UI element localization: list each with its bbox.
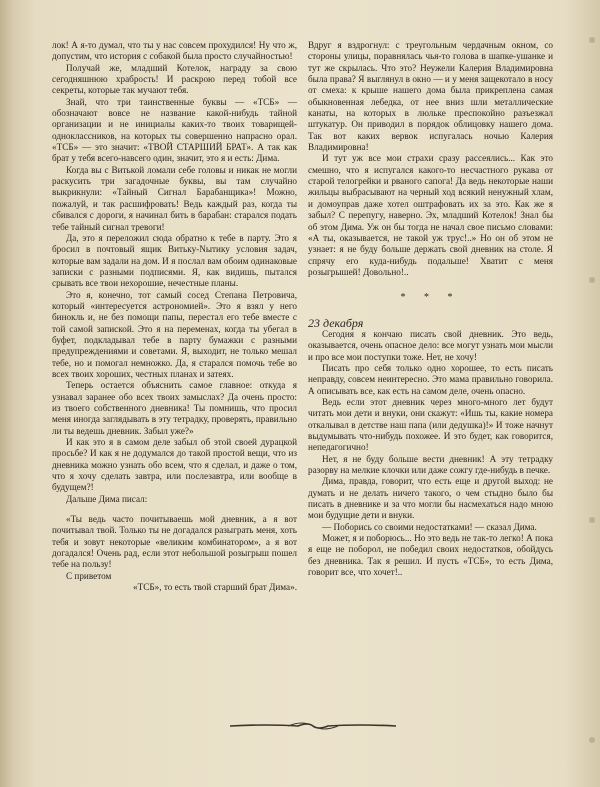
paragraph: С приветом <box>66 570 112 581</box>
paragraph: Дальше Дима писал: <box>66 493 148 504</box>
paragraph: Получай же, младший Котелок, награду за свою сегодняшнюю храбрость! И раскрою перед тобой все секреты, которые так мучают тебя. <box>52 62 297 96</box>
paragraph: Да, это я переложил сюда обратно к тебе в парту. Это я бросил в почтовый ящик Витьку-Nытику условия задач, которые вам задали на дом. И я послал вам обоим одинаковые записки с разными подписями. Я, как видишь, пытался срывать все твои нехорошие, нечестные планы. <box>52 232 297 289</box>
binding-holes <box>586 30 598 750</box>
paragraph: Дима, правда, говорит, что есть еще и другой выход: не думать и не делать ничего такого, о чем стыдно было бы писать в дневнике и за что могли бы насмехаться надо мною мои будущие дети и внуки. <box>308 476 553 521</box>
page-gutter-shadow <box>0 0 14 787</box>
paragraph: — Поборись со своими недостатками! — сказал Дима. <box>322 521 537 532</box>
paragraph: Ведь если этот дневник через много-много лет будут читать мои дети и внуки, они скажут: «Ишь ты, какие номера откалывал в детстве наш папа (или дедушка)!» И тоже начнут выдумывать что-нибудь похожее. И это будет, как говорится, непедагогично! <box>308 396 553 453</box>
paragraph: И как это я в самом деле забыл об этой своей дурацкой просьбе? И как я не додумался до такой простой вещи, что из дневника можно узнать обо всем, что я сделал, и даже о том, что я хочу сделать завтра, или послезавтра, или вообще в будущем?! <box>52 437 297 493</box>
paragraph: Вдруг я вздрогнул: с треугольным чердачным окном, со стороны улицы, поравнялась чья-то голова в шапке-ушанке и тут же скрылась. Что это? Неужели Калерия Владимировна была права? Я выглянул в окно — и у меня защекотало в носу от смеха: к крыше нашего дома была прикреплена самая обыкновенная лебедка, от нее вниз шли металлические канаты, на которых в люльке преспокойно разъезжал штукатур. Он приводил в порядок облицовку нашего дома. Так вот каких вервок испугалась ночью Калерия Владимировна! <box>308 40 553 153</box>
paragraph: Писать про себя только одно хорошее, то есть писать неправду, совсем неинтересно. Это мама правильно говорила. А описывать все, как есть на самом деле, очень опасно. <box>308 362 553 396</box>
right-text-column <box>308 40 553 578</box>
paragraph: Знай, что три таинственные буквы — «ТСБ» — обозначают вовсе не название какой-нибудь тайной организации и не инициалы каких-то твоих товарищей-одноклассников, на которых ты совершенно напрасно орал. «ТСБ» — это значит: «ТВОЙ СТАРШИЙ БРАТ». А так как брат у тебя всего-навсего один, значит, это я и есть: Дима. <box>52 96 297 164</box>
end-ornament <box>228 718 398 734</box>
diary-entry-date: 23 декабря <box>308 315 364 330</box>
left-text-column <box>52 40 297 594</box>
paragraph: Может, я и поборюсь... Но это ведь не так-то легко! А пока я еще не поборол, не победил своих недостатков, обойдусь без дневника. Так я решил. И пусть «ТСБ», то есть Дима, говорит все, что хочет!.. <box>308 533 553 578</box>
paragraph: Когда вы с Витькой ломали себе головы и никак не могли раскусить три загадочные буквы, вы там случайно выкрикнули: «Тайный Сигнал Барабанщика»! Можно, пожалуй, и так расшифровать! Ведь каждый раз, когда ты сбивался с дороги, я начинал бить в барабан: старался подать тебе тайный сигнал тревоги! <box>52 164 297 232</box>
paragraph: лок! А я-то думал, что ты у нас совсем прохудился! Ну что ж, допустим, что история с собакой была просто случайностью! <box>52 40 297 62</box>
paragraph: Теперь остается объяснить самое главное: откуда я узнавал заранее обо всех твоих замыслах? Да очень просто: из твоего собственного дневника! Ты помнишь, что просил меня иногда заглядывать в эту тетрадку, проверять, правильно ли ты ведешь дневник. Забыл уже?» <box>52 380 297 436</box>
paragraph: Нет, я не буду больше вести дневник! А эту тетрадку разорву на мелкие клочки или даже сожгу где-нибудь в печке. <box>308 453 553 476</box>
paragraph: «Ты ведь часто почитываешь мой дневник, а я вот почитывал твой. Только ты не догадался разыграть меня, хоть тебя и зовут некоторые «великим комбинатором», а я вот догадался! Очень рад, если этот небольшой розыгрыш пошел тебе на пользу! <box>52 514 297 570</box>
paragraph: Сегодня я кончаю писать свой дневник. Это ведь, оказывается, очень опасное дело: все могут узнать мои мысли и про все мои поступки тоже. Нет, не хочу! <box>308 328 553 362</box>
paragraph: «ТСБ», то есть твой старший брат Дима». <box>133 582 297 593</box>
section-separator-stars: * * * <box>400 292 461 304</box>
right-column-top-text <box>308 40 553 278</box>
paragraph: Это я, конечно, тот самый сосед Степана Петровича, который «интересуется астрономией». Это я взял у него бинокль и, не без помощи папы, перестал его тебе вместе с той самой запиской. Это я на переменах, когда ты убегал в буфет, подкладывал тебе в парту бумажки с разными предупреждениями и советами. Я, выходит, не только мешал тебе, но и помогал немножко. Да, я старался помочь тебе во всех твоих хороших, честных планах и затеях. <box>52 289 297 379</box>
right-column-bottom-text <box>308 329 553 579</box>
paragraph: И тут уж все мои страхи сразу рассеялись... Как это смешно, что я испугался какого-то несчастного рукава от старой телогрейки и рваного сапога! Да ведь некоторые наши жильцы выбрасывают на черный ход всякий ненужный хлам, и домоуправ даже хотел оштрафовать их за это. Как же я забыл? С перепугу, наверно. Эх, младший Котелок! Знал бы об этом Дима. Уж он бы тогда не начал свое письмо словами: «А ты, оказывается, не такой уж трус!..» Но он об этом не узнает: я не буду больше держать свой дневник на столе. Я спрячу его куда-нибудь подальше! Хватит с меня розыгрышей! Довольно!.. <box>308 153 553 277</box>
